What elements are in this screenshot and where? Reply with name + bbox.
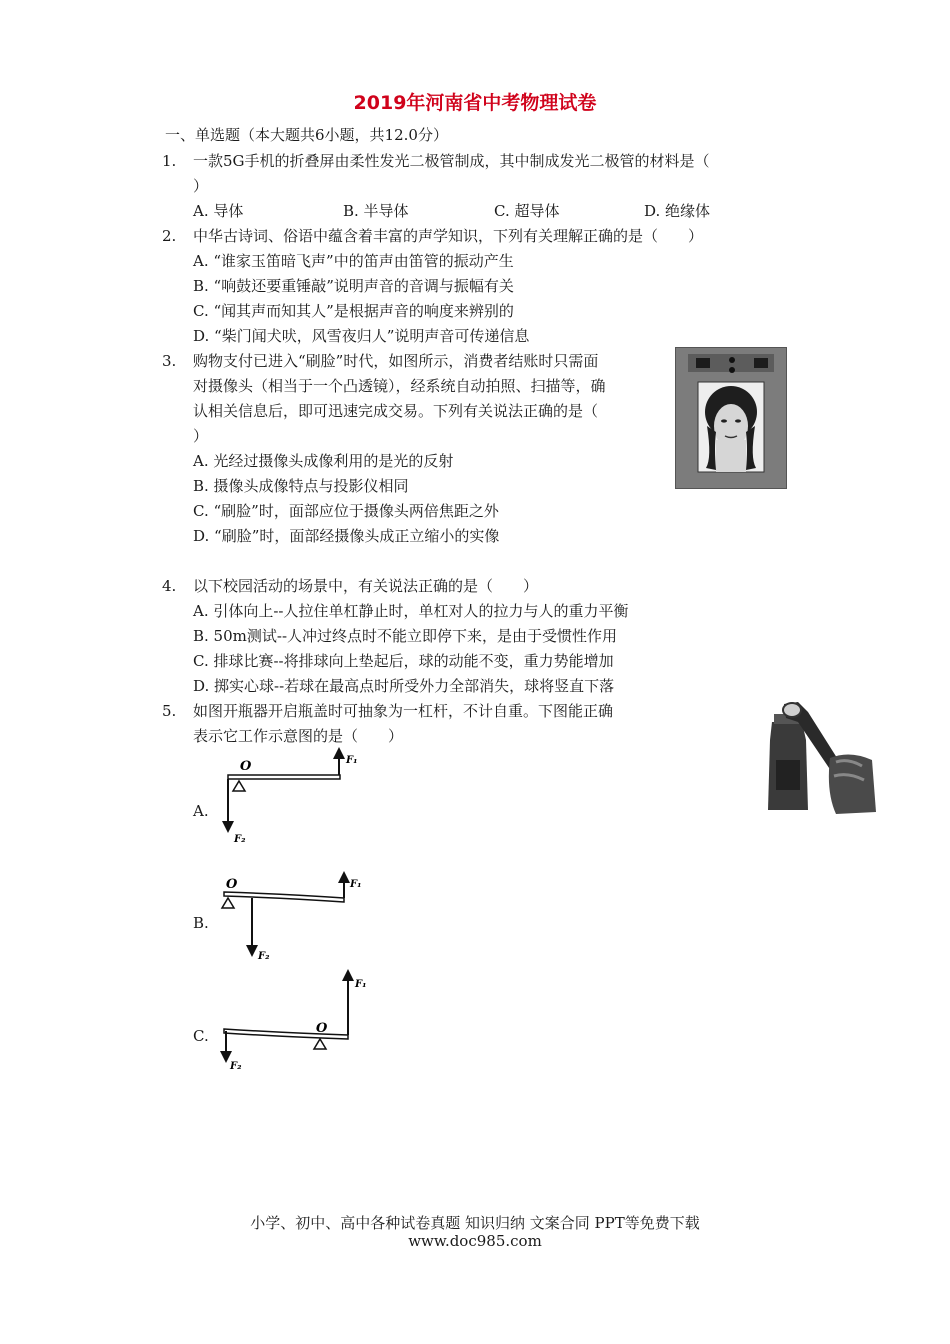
force-2-label: F₂ bbox=[258, 951, 270, 962]
option-a: A. bbox=[193, 802, 209, 820]
bottle-opener-illustration bbox=[750, 700, 880, 820]
question-text: 认相关信息后，即可迅速完成交易。下列有关说法正确的是（ bbox=[193, 402, 599, 420]
page-title: 2019年河南省中考物理试卷 bbox=[353, 92, 597, 114]
option-c: C. “刷脸”时，面部应位于摄像头两倍焦距之外 bbox=[193, 502, 499, 520]
question-number: 4. bbox=[162, 577, 177, 595]
footer-text: 小学、初中、高中各种试卷真题 知识归纳 文案合同 PPT等免费下载 bbox=[250, 1214, 700, 1232]
force-1-label: F₁ bbox=[355, 979, 367, 990]
question-number: 3. bbox=[162, 352, 177, 370]
force-1-label: F₁ bbox=[346, 755, 358, 766]
option-b: B. 半导体 bbox=[343, 202, 409, 220]
pivot-label: O bbox=[226, 877, 238, 892]
pivot-label: O bbox=[316, 1021, 328, 1036]
option-a: A. 导体 bbox=[193, 202, 244, 220]
question-text: 中华古诗词、俗语中蕴含着丰富的声学知识，下列有关理解正确的是（ ） bbox=[193, 227, 704, 245]
option-d: D. “柴门闻犬吠，风雪夜归人”说明声音可传递信息 bbox=[193, 327, 530, 345]
question-number: 1. bbox=[162, 152, 177, 170]
face-scan-photo bbox=[675, 347, 787, 489]
lever-diagram-b bbox=[218, 865, 378, 970]
question-text: 表示它工作示意图的是（ ） bbox=[193, 727, 404, 745]
option-c: C. bbox=[193, 1027, 209, 1045]
option-b: B. bbox=[193, 914, 209, 932]
question-text: 购物支付已进入“刷脸”时代，如图所示，消费者结账时只需面 bbox=[193, 352, 599, 370]
question-text: 以下校园活动的场景中，有关说法正确的是（ ） bbox=[193, 577, 539, 595]
lever-diagram-c bbox=[218, 965, 378, 1075]
question-text: 一款5G手机的折叠屏由柔性发光二极管制成，其中制成发光二极管的材料是（ bbox=[193, 152, 710, 170]
option-b: B. 50m测试--人冲过终点时不能立即停下来，是由于受惯性作用 bbox=[193, 627, 618, 645]
option-d: D. 掷实心球--若球在最高点时所受外力全部消失，球将竖直下落 bbox=[193, 677, 615, 695]
question-number: 5. bbox=[162, 702, 177, 720]
question-text: ） bbox=[193, 427, 209, 445]
question-number: 2. bbox=[162, 227, 177, 245]
face-scan-illustration bbox=[676, 348, 786, 488]
question-text: ） bbox=[193, 177, 209, 195]
question-text: 如图开瓶器开启瓶盖时可抽象为一杠杆，不计自重。下图能正确 bbox=[193, 702, 614, 720]
option-d: D. “刷脸”时，面部经摄像头成正立缩小的实像 bbox=[193, 527, 500, 545]
pivot-label: O bbox=[240, 759, 252, 774]
option-a: A. “谁家玉笛暗飞声”中的笛声由笛管的振动产生 bbox=[193, 252, 514, 270]
option-a: A. 引体向上--人拉住单杠静止时，单杠对人的拉力与人的重力平衡 bbox=[193, 602, 629, 620]
lever-diagram-a bbox=[218, 745, 368, 850]
option-b: B. “响鼓还要重锤敲”说明声音的音调与振幅有关 bbox=[193, 277, 514, 295]
option-c: C. 超导体 bbox=[494, 202, 560, 220]
option-b: B. 摄像头成像特点与投影仪相同 bbox=[193, 477, 409, 495]
force-1-label: F₁ bbox=[350, 879, 362, 890]
option-c: C. “闻其声而知其人”是根据声音的响度来辨别的 bbox=[193, 302, 514, 320]
bottle-opener-photo bbox=[750, 700, 880, 820]
option-a: A. 光经过摄像头成像利用的是光的反射 bbox=[193, 452, 454, 470]
question-text: 对摄像头（相当于一个凸透镜），经系统自动拍照、扫描等，确 bbox=[193, 377, 606, 395]
option-d: D. 绝缘体 bbox=[644, 202, 711, 220]
section-header: 一、单选题（本大题共6小题，共12.0分） bbox=[165, 126, 448, 144]
footer-link[interactable]: www.doc985.com bbox=[408, 1232, 542, 1250]
option-c: C. 排球比赛--将排球向上垫起后，球的动能不变，重力势能增加 bbox=[193, 652, 614, 670]
force-2-label: F₂ bbox=[234, 834, 246, 845]
force-2-label: F₂ bbox=[230, 1061, 242, 1072]
